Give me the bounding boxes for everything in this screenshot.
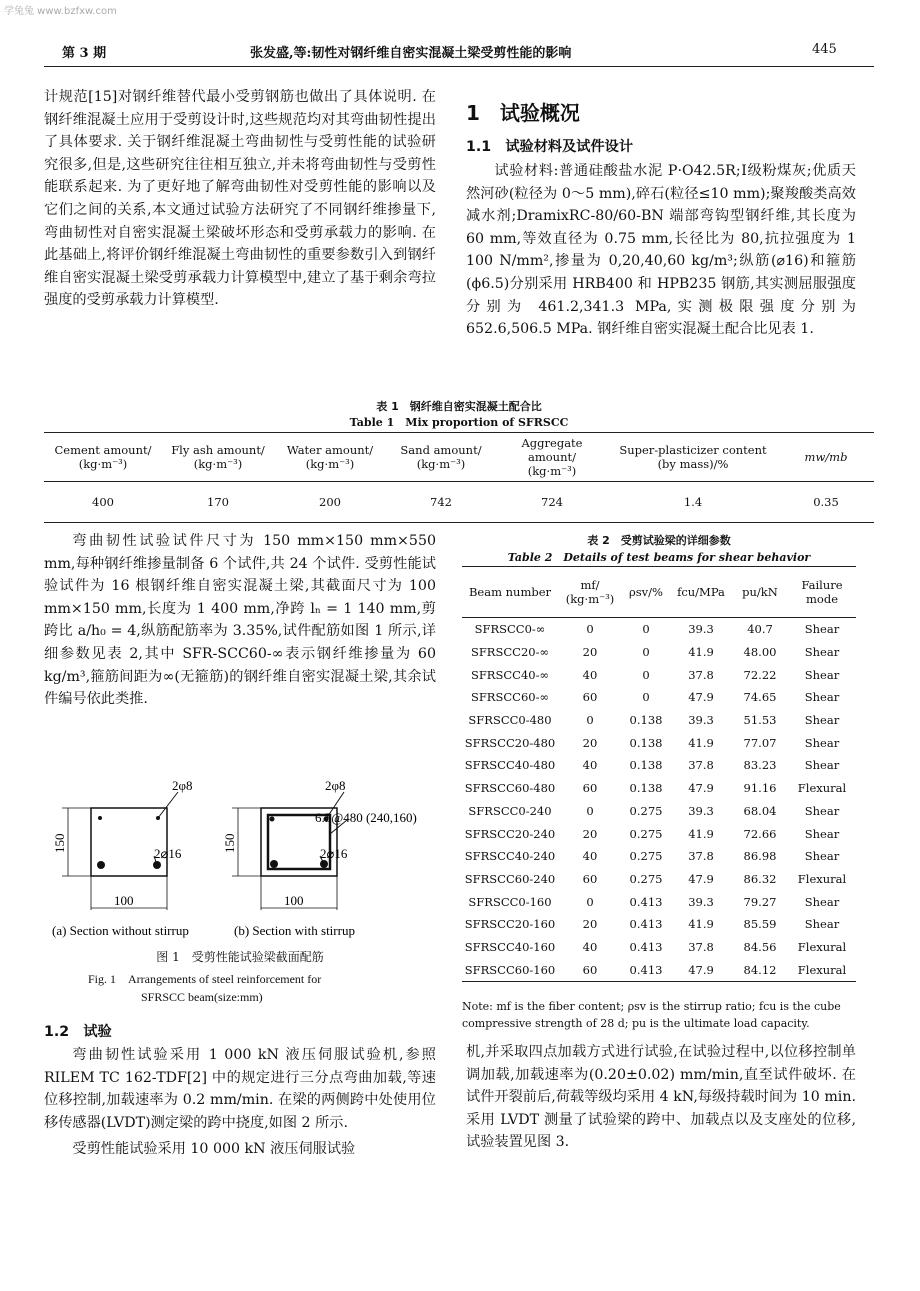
table2-cell: Flexural: [797, 939, 847, 954]
table2-cell: Flexural: [797, 781, 847, 796]
table2-cell: 0.413: [622, 958, 670, 981]
table1-caption-cn: 表 1 钢纤维自密实混凝土配合比: [376, 400, 542, 413]
table2-cell: Shear: [804, 917, 840, 932]
table2-cell: 39.3: [688, 803, 714, 818]
table2-cell: 0.138: [629, 713, 663, 728]
table2-cell: 0: [586, 894, 594, 909]
table2-note: Note: mf is the fiber content; ρsv is the stirrup ratio; fcu is the cube compressive strength of 28 d; pu is the ultimate load capacity.: [462, 1000, 841, 1030]
table2-row: [462, 958, 856, 981]
table2-cell: 79.27: [743, 894, 777, 909]
table1-caption-en: Table 1 Mix proportion of SFRSCC: [349, 416, 569, 429]
table2-cell: Flexural: [788, 958, 856, 981]
table2-row: [462, 822, 856, 845]
table2-cell: 84.12: [732, 958, 788, 981]
table2-cell: 47.9: [688, 871, 714, 886]
left-column-intro: [44, 86, 436, 312]
table2-cell: 40: [582, 667, 598, 682]
table2-cell: 47.9: [688, 781, 714, 796]
figure1-sections: [44, 778, 444, 943]
table2-cell: 60: [582, 781, 598, 796]
height-dim-label: 150: [222, 833, 237, 853]
table2-cell: 48.00: [743, 645, 777, 660]
table2-row: [462, 754, 856, 777]
table2-cell: 41.9: [688, 735, 714, 750]
table2-cell: 84.56: [743, 939, 777, 954]
table2-cell: 60: [582, 871, 598, 886]
table2-cell: 40: [582, 939, 598, 954]
table2-cell: 83.23: [743, 758, 777, 773]
width-dim-label: 100: [114, 893, 134, 908]
table2-row: [462, 890, 856, 913]
table2-cell: SFRSCC60-240: [464, 871, 556, 886]
label-bottom-bars: 2⌀16: [320, 846, 348, 861]
table2-header-cell: mf/ (kg·m⁻³): [558, 567, 622, 618]
table2-row: [462, 913, 856, 936]
materials-paragraph: 试验材料:普通硅酸盐水泥 P·O42.5R;Ⅰ级粉煤灰;优质天然河砂(粒径为 0～5 mm),碎石(粒径≤10 mm);聚羧酸类高效减水剂;DramixRC-80/60-BN 端部弯钩型钢纤维,其长度为 60 mm,等效直径为 0.75 mm,长径比为 80,抗拉强度为 1 100 N/mm²,掺量为 0,20,40,60 kg/m³;纵筋(⌀16)和箍筋(ϕ6.5)分别采用 HRB400 和 HPB235 钢筋,其实测屈服强度分别为 461.2,341.3 MPa,实测极限强度分别为 652.6,506.5 MPa. 钢纤维自密实混凝土配合比见表 1.: [466, 163, 856, 338]
table2-cell: 47.9: [670, 958, 732, 981]
table2-cell: SFRSCC20-160: [464, 917, 556, 932]
table2-cell: 0.413: [629, 917, 663, 932]
table2-cell: 51.53: [743, 713, 777, 728]
table2-cell: 41.9: [688, 917, 714, 932]
table2-row: [462, 731, 856, 754]
table2-cell: 77.07: [743, 735, 777, 750]
table1-cell: 170: [162, 482, 274, 523]
table2-header-cell: Failure mode: [788, 567, 856, 618]
table1-header-cell: Cement amount/ (kg·m⁻³): [44, 433, 162, 482]
table1-cell: 400: [44, 482, 162, 523]
table2-cell: 0: [642, 645, 650, 660]
leader-line: [158, 792, 178, 818]
table2-cell: SFRSCC60-∞: [470, 690, 550, 705]
table2-cell: 37.8: [688, 939, 714, 954]
figure1a-caption: (a) Section without stirrup: [52, 923, 189, 938]
table1-cell: 742: [386, 482, 496, 523]
watermark: 学兔兔 www.bzfxw.com: [4, 6, 117, 17]
table2-row: [462, 663, 856, 686]
table2-cell: 0: [586, 803, 594, 818]
table2-cell: 0.275: [629, 871, 663, 886]
table2-cell: 37.8: [688, 849, 714, 864]
table2-cell: Shear: [804, 735, 840, 750]
table2-cell: SFRSCC20-240: [464, 826, 556, 841]
table2-header-cell: ρsv/%: [622, 567, 670, 618]
test-beams-table: [462, 566, 856, 982]
table2-cell: 60: [558, 958, 622, 981]
table2-row: [462, 800, 856, 823]
table1-header-cell: Super-plasticizer content (by mass)/%: [608, 433, 778, 482]
page-number: 445: [812, 42, 837, 57]
figure1-caption-en-line1: Fig. 1 Arrangements of steel reinforcement for: [88, 972, 322, 986]
figure1-caption-cn: 图 1 受剪性能试验梁截面配筋: [156, 950, 324, 964]
table2-cell: 60: [582, 690, 598, 705]
table2-cell: 0: [642, 667, 650, 682]
section-with-stirrup: [222, 778, 417, 938]
table2-cell: 41.9: [688, 826, 714, 841]
table2-body: [462, 618, 856, 982]
table2-cell: 72.66: [743, 826, 777, 841]
table2-cell: 20: [582, 826, 598, 841]
table2-cell: 91.16: [743, 781, 777, 796]
table2-cell: 85.59: [743, 917, 777, 932]
table2-cell: SFRSCC40-240: [464, 849, 556, 864]
table2-cell: SFRSCC60-480: [464, 781, 556, 796]
table2-cell: 47.9: [688, 690, 714, 705]
table2-row: [462, 936, 856, 959]
table2-cell: SFRSCC0-∞: [474, 622, 546, 637]
table2-row: [462, 868, 856, 891]
table2-cell: 72.22: [743, 667, 777, 682]
figure1-caption-en: [88, 970, 321, 1006]
table2-cell: Shear: [804, 690, 840, 705]
table2-row: [462, 686, 856, 709]
table2-cell: 74.65: [743, 690, 777, 705]
table2-cell: 37.8: [688, 667, 714, 682]
table2-cell: 0: [586, 713, 594, 728]
left-column-specimens: [44, 530, 436, 711]
table2-cell: 39.3: [688, 894, 714, 909]
section-without-stirrup: [52, 778, 193, 938]
table2-cell: 0.413: [629, 939, 663, 954]
table2-cell: Flexural: [797, 871, 847, 886]
table1-header-cell: Sand amount/ (kg·m⁻³): [386, 433, 496, 482]
table2-cell: 0.413: [629, 894, 663, 909]
table1-cell: 0.35: [778, 482, 874, 523]
table2-cell: 39.3: [688, 622, 714, 637]
table2-header-cell: Beam number: [462, 567, 558, 618]
table2-cell: Shear: [804, 713, 840, 728]
table2-cell: 0.275: [629, 849, 663, 864]
figure1-caption-en-line2: SFRSCC beam(size:mm): [141, 990, 263, 1004]
table1-cell: 1.4: [608, 482, 778, 523]
intro-paragraph: 计规范[15]对钢纤维替代最小受剪钢筋也做出了具体说明. 在钢纤维混凝土应用于受剪设计时,这些规范均对其弯曲韧性提出了具体要求. 关于钢纤维混凝土弯曲韧性与受剪性能的试验研究很多,但是,这些研究往往相互独立,并未将弯曲韧性与受剪性能联系起来. 为了更好地了解弯曲韧性对受剪性能的影响以及它们之间的关系,本文通过试验方法研究了不同钢纤维掺量下,弯曲韧性对自密实混凝土梁破坏形态和受剪承载力的影响. 在此基础上,将评价钢纤维混凝土弯曲韧性的重要参数引入到钢纤维自密实混凝土梁受剪承载力计算模型中,建立了基于剩余弯拉强度的受剪承载力计算模型.: [44, 89, 436, 309]
table2-cell: SFRSCC0-160: [468, 894, 552, 909]
loading-paragraph: 机,并采取四点加载方式进行试验,在试验过程中,以位移控制单调加载,加载速率为(0.20±0.02) mm/min,直至试件破坏. 在试件开裂前后,荷载等级均采用 4 kN,每级持载时间为 10 min. 采用 LVDT 测量了试验梁的跨中、加载点以及支座处的位移,试验装置见图 3.: [466, 1044, 856, 1151]
label-top-bars: 2φ8: [172, 778, 193, 793]
shear-test-paragraph: 受剪性能试验采用 10 000 kN 液压伺服试验: [72, 1141, 356, 1158]
table2-cell: SFRSCC40-160: [464, 939, 556, 954]
table2-header-cell: fcu/MPa: [670, 567, 732, 618]
subsection-1-1-title: 1.1 试验材料及试件设计: [466, 139, 634, 155]
table2-caption-cn: 表 2 受剪试验梁的详细参数: [587, 534, 731, 547]
table2-cell: Shear: [804, 894, 840, 909]
table2-cell: 20: [582, 917, 598, 932]
table2-cell: Shear: [804, 645, 840, 660]
figure1b-caption: (b) Section with stirrup: [234, 923, 355, 938]
label-bottom-bars: 2⌀16: [154, 846, 182, 861]
height-dim-label: 150: [52, 833, 67, 853]
table2-row: [462, 777, 856, 800]
table2-cell: 0: [642, 690, 650, 705]
table2-cell: 0.138: [629, 781, 663, 796]
table2-cell: 39.3: [688, 713, 714, 728]
table2-cell: SFRSCC20-480: [464, 735, 556, 750]
table2-row: [462, 618, 856, 641]
table2-cell: 0.138: [629, 758, 663, 773]
table2-row: [462, 709, 856, 732]
right-column-continued: [466, 1041, 856, 1154]
table2-cell: SFRSCC60-160: [462, 958, 558, 981]
table2-cell: SFRSCC20-∞: [470, 645, 550, 660]
left-column-tests: [44, 1044, 436, 1161]
top-bar: [98, 816, 102, 820]
table2-cell: 37.8: [688, 758, 714, 773]
table2-cell: Shear: [804, 758, 840, 773]
bottom-bar: [97, 861, 105, 869]
table2-cell: 0.275: [629, 826, 663, 841]
table2-cell: 86.32: [743, 871, 777, 886]
table2-cell: 0.275: [629, 803, 663, 818]
table2-cell: 41.9: [688, 645, 714, 660]
table2-caption-en: Table 2 Details of test beams for shear behavior: [507, 551, 811, 564]
table2-cell: 86.98: [743, 849, 777, 864]
table2-cell: Shear: [804, 803, 840, 818]
table2-cell: 0: [642, 622, 650, 637]
table2-cell: SFRSCC40-∞: [470, 667, 550, 682]
table1-data-row: [44, 482, 874, 523]
top-bar: [270, 817, 275, 822]
table2-cell: SFRSCC0-240: [468, 803, 552, 818]
running-title: 张发盛,等:韧性对钢纤维自密实混凝土梁受剪性能的影响: [250, 46, 572, 61]
table2-cell: Shear: [804, 667, 840, 682]
table1-header-cell: Water amount/ (kg·m⁻³): [274, 433, 386, 482]
issue-number: 第 3 期: [62, 46, 107, 61]
table2-cell: 68.04: [743, 803, 777, 818]
table2-cell: 40.7: [747, 622, 773, 637]
table1-header-cell: Aggregate amount/ (kg·m⁻³): [496, 433, 608, 482]
table1-header-row: [44, 433, 874, 482]
label-stirrup: 6.5@480 (240,160): [315, 810, 417, 825]
width-dim-label: 100: [284, 893, 304, 908]
table2-row: [462, 845, 856, 868]
table2-cell: 40: [582, 758, 598, 773]
label-top-bars: 2φ8: [325, 778, 346, 793]
table2-cell: Shear: [804, 849, 840, 864]
specimens-paragraph: 弯曲韧性试验试件尺寸为 150 mm×150 mm×550 mm,每种钢纤维掺量制备 6 个试件,共 24 个试件. 受剪性能试验试件为 16 根钢纤维自密实混凝土梁,其截面尺寸为 100 mm×150 mm,长度为 1 400 mm,净跨 lₙ = 1 140 mm,剪跨比 a/h₀ = 4,纵筋配筋率为 3.35%,试件配筋如图 1 所示,详细参数见表 2,其中 SFR-SCC60-∞表示钢纤维掺量为 60 kg/m³,箍筋间距为∞(无箍筋)的钢纤维自密实混凝土梁,其余试件编号依此类推.: [44, 533, 436, 708]
header-rule: [44, 66, 874, 67]
flexural-test-paragraph: 弯曲韧性试验采用 1 000 kN 液压伺服试验机,参照 RILEM TC 162-TDF[2] 中的规定进行三分点弯曲加载,等速位移控制,加载速率为 0.2 mm/min. 在梁的两侧跨中处使用位移传感器(LVDT)测定梁的跨中挠度,如图 2 所示.: [44, 1047, 436, 1131]
table1-cell: 200: [274, 482, 386, 523]
table2-cell: 0: [586, 622, 594, 637]
table2-cell: Shear: [804, 826, 840, 841]
table1-header-cell: Fly ash amount/ (kg·m⁻³): [162, 433, 274, 482]
table1-cell: 724: [496, 482, 608, 523]
table2-cell: 40: [582, 849, 598, 864]
table2-header-row: [462, 567, 856, 618]
right-column-materials: [466, 160, 856, 341]
bottom-bar: [270, 860, 278, 868]
mix-proportion-table: [44, 432, 874, 523]
table2-row: [462, 641, 856, 664]
section-1-title: 1 试验概况: [466, 101, 580, 125]
table2-cell: 0.138: [629, 735, 663, 750]
table2-cell: Shear: [804, 622, 840, 637]
table2-header-cell: pu/kN: [732, 567, 788, 618]
table1-header-cell: mw/mb: [778, 433, 874, 482]
table2-cell: SFRSCC40-480: [464, 758, 556, 773]
subsection-1-2-title: 1.2 试验: [44, 1024, 112, 1040]
table2-cell: 20: [582, 735, 598, 750]
table2-cell: SFRSCC0-480: [468, 713, 552, 728]
table2-cell: 20: [582, 645, 598, 660]
